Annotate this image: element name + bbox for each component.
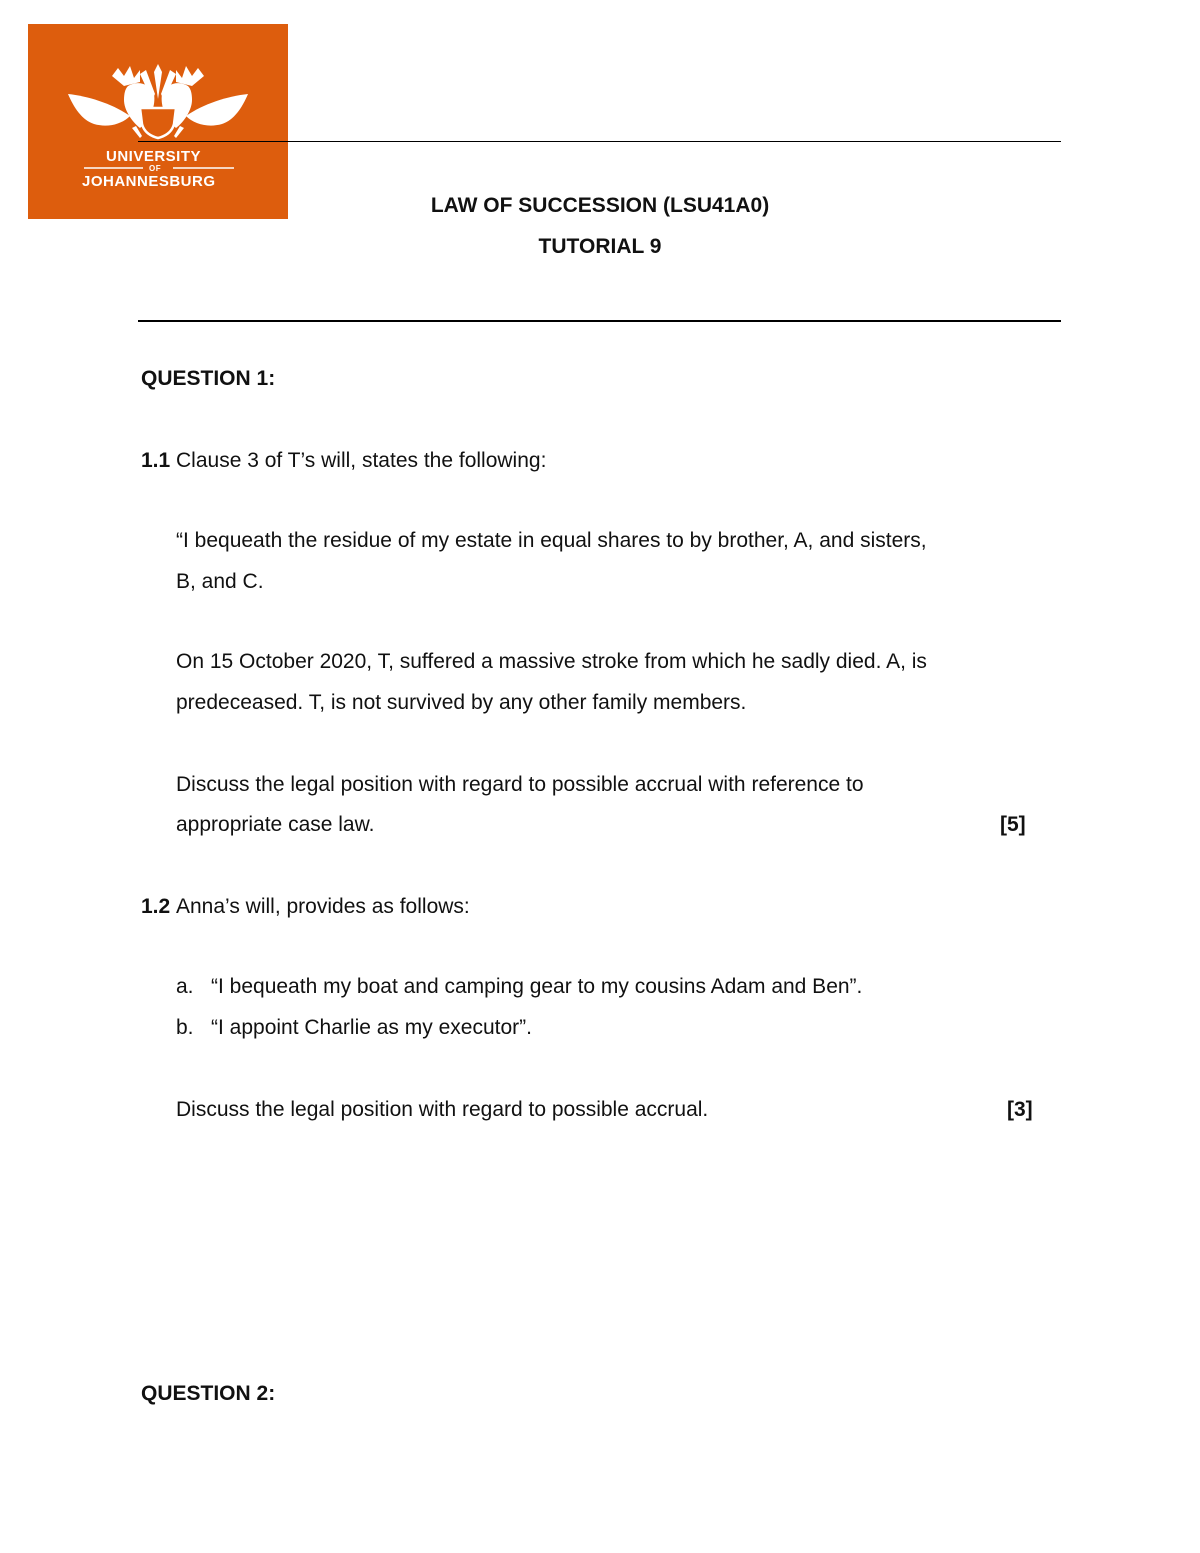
- question-1-1-facts-line-1: On 15 October 2020, T, suffered a massive stroke from which he sadly died. A, is: [176, 650, 927, 673]
- list-item-text: “I appoint Charlie as my executor”.: [211, 1016, 532, 1039]
- question-1-2-intro: Anna’s will, provides as follows:: [176, 895, 470, 918]
- question-1-1-marks: [5]: [1000, 813, 1026, 836]
- list-item-text: “I bequeath my boat and camping gear to my cousins Adam and Ben”.: [211, 975, 863, 998]
- document-subtitle: TUTORIAL 9: [538, 235, 662, 258]
- question-1-1-quote-line-1: “I bequeath the residue of my estate in equal shares to by brother, A, and sisters,: [176, 529, 927, 552]
- question-1-2-task: Discuss the legal position with regard to possible accrual.: [176, 1098, 709, 1121]
- document-title: LAW OF SUCCESSION (LSU41A0): [430, 194, 770, 217]
- question-1-1-task-line-1: Discuss the legal position with regard to possible accrual with reference to: [176, 773, 864, 796]
- question-1-1-quote-line-2: B, and C.: [176, 570, 264, 593]
- question-2-heading: QUESTION 2:: [141, 1382, 276, 1405]
- list-item-label: b.: [176, 1016, 194, 1039]
- logo-line-university: UNIVERSITY: [106, 148, 202, 165]
- logo-line-johannesburg: JOHANNESBURG: [82, 173, 216, 190]
- university-logo: [28, 24, 288, 219]
- header-rule-top: [138, 141, 1061, 142]
- question-1-heading: QUESTION 1:: [141, 367, 276, 390]
- logo-line-of: OF: [149, 164, 162, 173]
- question-1-1-facts-line-2: predeceased. T, is not survived by any other family members.: [176, 691, 747, 714]
- list-item-label: a.: [176, 975, 194, 998]
- question-1-2-number: 1.2: [141, 895, 171, 918]
- question-1-1-number: 1.1: [141, 449, 171, 472]
- header-rule-bottom: [138, 320, 1061, 322]
- question-1-2-marks: [3]: [1007, 1098, 1033, 1121]
- question-1-1-task-line-2: appropriate case law.: [176, 813, 375, 836]
- question-1-1-intro: Clause 3 of T’s will, states the following:: [176, 449, 547, 472]
